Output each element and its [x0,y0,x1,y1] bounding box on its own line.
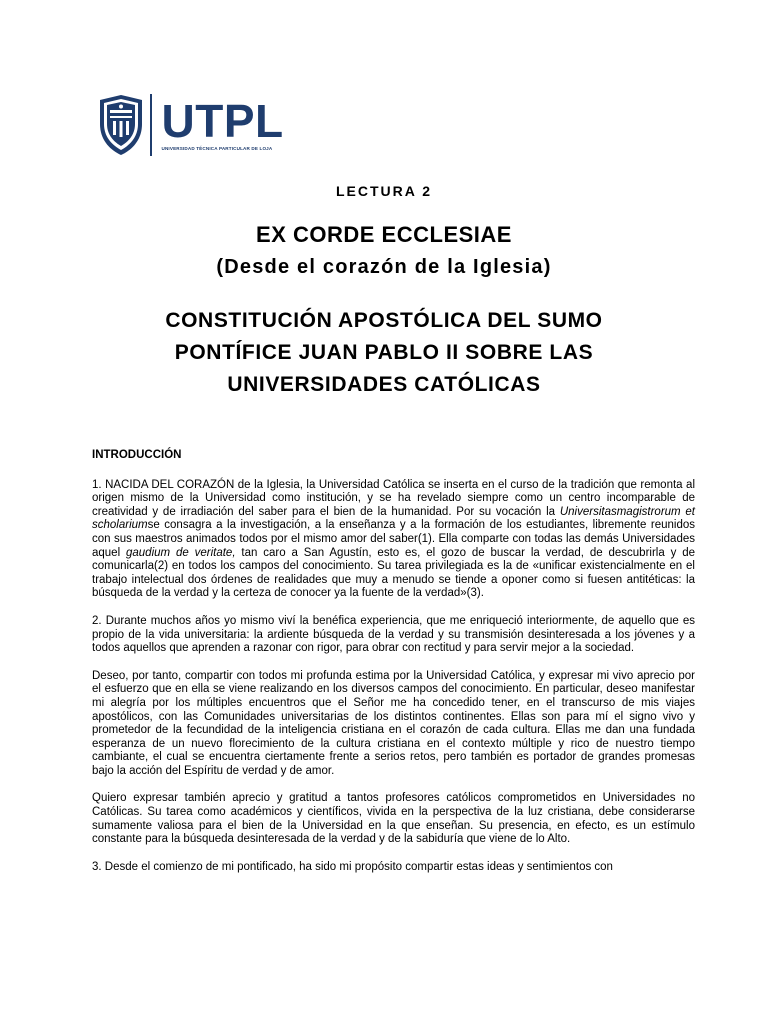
paragraph-1 [92,479,695,601]
constitution-line: CONSTITUCIÓN APOSTÓLICA DEL SUMO [165,309,603,332]
document-title: EX CORDE ECCLESIAE [256,222,512,247]
section-heading: INTRODUCCIÓN [92,449,182,461]
constitution-title [90,305,678,401]
paragraph-1-italic-b: gaudium de veritate, [126,546,236,559]
paragraph-5: 3. Desde el comienzo de mi pontificado, ha sido mi propósito compartir estas ideas y sentimientos con [92,860,613,873]
logo-divider [150,94,152,156]
brand-block [161,95,284,151]
brand-name: UTPL [161,95,284,147]
utpl-logo [98,93,284,157]
paragraph-1-italic-a: Universitasmagistrorum et scholarium [92,505,695,532]
paragraph-3: Deseo, por tanto, compartir con todos mi profunda estima por la Universidad Católica, y expresar mi vivo aprecio por el esfuerzo que en ella se viene realizando en los diversos campos del conocimiento. En particular, deseo manifestar mi alegría por los múltiples encuentros que el Señor me ha concedido tener, en el transcurso de mis viajes apostólicos, con las Comunidades universitarias de los distintos continentes. Ellas son para mí el signo vivo y prometedor de la fecundidad de la inteligencia cristiana en el corazón de cada cultura. Ellas me dan una fundada esperanza de un nuevo florecimiento de la cultura cristiana en el contexto múltiple y rico de nuestro tiempo cambiante, el cual se encuentra ciertamente frente a serios retos, pero también es portador de grandes promesas bajo la acción del Espíritu de verdad y de amor. [92,669,695,777]
brand-subtitle: UNIVERSIDAD TÉCNICA PARTICULAR DE LOJA [161,146,273,151]
constitution-line: PONTÍFICE JUAN PABLO II SOBRE LAS [174,341,594,364]
document-body [92,449,695,888]
lectura-label: LECTURA 2 [335,183,433,199]
paragraph-2: 2. Durante muchos años yo mismo viví la benéfica experiencia, que me enriqueció interiormente, de aquello que es propio de la vida universitaria: la ardiente búsqueda de la verdad y su transmisión desinteresada a los jóvenes y a todos aquellos que aprenden a razonar con rigor, para obrar con rectitud y para servir mejor a la sociedad. [92,614,695,655]
paragraph-1-text-a: 1. NACIDA DEL CORAZÓN de la Iglesia, la Universidad Católica se inserta en el curso de la tradición que remonta al origen mismo de la Universidad como institución, y se ha revelado siempre como un centro incomparable de creatividad y de irradiación del saber para el bien de la humanidad. Por su vocación la [92,478,695,518]
university-shield-seal-icon [98,94,144,156]
document-subtitle: (Desde el corazón de la Iglesia) [216,256,552,278]
constitution-line: UNIVERSIDADES CATÓLICAS [227,373,541,396]
paragraph-1-text-c: tan caro a San Agustín, esto es, el gozo de buscar la verdad, de descubrirla y de comunicarla(2) en todos los campos del conocimiento. Su tarea privilegiada es la de «unificar existencialmente en el trabajo intelectual dos órdenes de realidades que muy a menudo se tiende a oponer como si fuesen antitéticas: la búsqueda de la verdad y la certeza de conocer ya la fuente de la verdad»(3). [92,546,695,600]
paragraph-1-text-b: se consagra a la investigación, a la enseñanza y a la formación de los estudiantes, libremente reunidos con sus maestros animados todos por el mismo amor del saber(1). Ella comparte con todas las demás Universidades aquel [92,519,695,559]
paragraph-4: Quiero expresar también aprecio y gratitud a tantos profesores católicos comprometidos en Universidades no Católicas. Su tarea como académicos y científicos, vivida en la perspectiva de la luz cristiana, debe considerarse sumamente valiosa para el bien de la Universidad en la que enseñan. Su presencia, en efecto, es un estímulo constante para la búsqueda desinteresada de la verdad y de la sabiduría que viene de lo Alto. [92,792,695,846]
